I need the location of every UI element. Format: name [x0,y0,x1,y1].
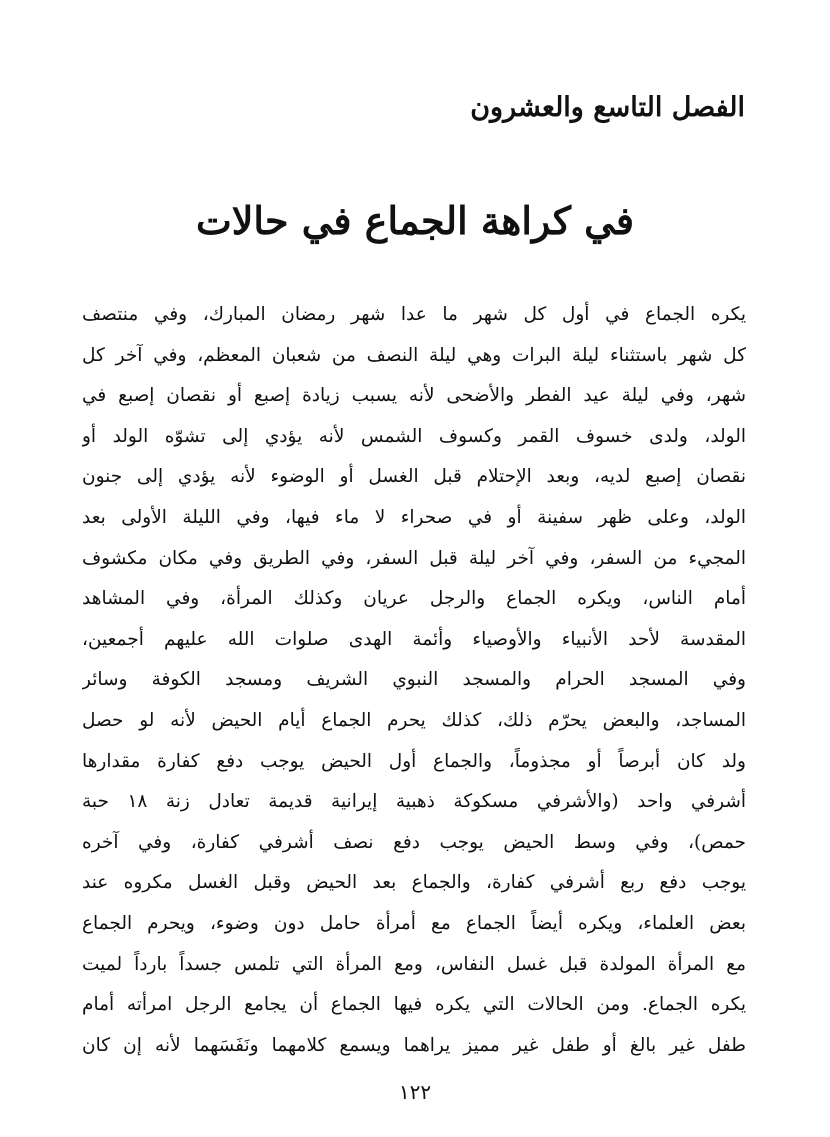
text-line: الولد، ولدى خسوف القمر وكسوف الشمس لأنه يؤدي إلى تشوّه الولد أو [82,425,746,447]
text-line: المقدسة لأحد الأنبياء والأوصياء وأئمة الهدى صلوات الله عليهم أجمعين، [82,628,746,650]
chapter-label: الفصل التاسع والعشرون [470,92,745,123]
text-line: نقصان إصبع لديه، وبعد الإحتلام قبل الغسل أو الوضوء لأنه يؤدي إلى جنون [82,466,746,488]
text-line: أمام الناس، ويكره الجماع والرجل عريان وكذلك المرأة، وفي المشاهد [82,588,746,610]
text-line: يكره الجماع في أول كل شهر ما عدا شهر رمضان المبارك، وفي منتصف [82,304,746,325]
text-line: يكره الجماع. ومن الحالات التي يكره فيها الجماع أن يجامع الرجل امرأته أمام [82,994,746,1016]
text-line: ولد كان أبرصاً أو مجذوماً، والجماع أول الحيض يوجب دفع كفارة مقدارها [82,750,746,772]
text-line: طفل غير بالغ أو طفل غير مميز يراهما ويسمع كلامهما ونَفَسَهما لأنه إن كان [82,1034,746,1056]
text-line: أشرفي واحد (والأشرفي مسكوكة ذهبية إيرانية قديمة تعادل زنة ١٨ حبة [82,791,746,813]
body-text [82,295,746,1066]
text-line: بعض العلماء، ويكره أيضاً الجماع مع أمرأة حامل دون وضوء، ويحرم الجماع [82,912,746,934]
text-line: يوجب دفع ربع أشرفي كفارة، والجماع بعد الحيض وقبل الغسل مكروه عند [82,872,746,894]
text-line: المجيء من السفر، وفي آخر ليلة قبل السفر، وفي الطريق وفي مكان مكشوف [82,547,746,569]
text-line: الولد، وعلى ظهر سفينة أو في صحراء لا ماء فيها، وفي الليلة الأولى بعد [82,506,746,528]
page-number: ١٢٢ [398,1080,432,1104]
text-line: مع المرأة المولدة قبل غسل النفاس، ومع المرأة التي تلمس جسداً بارداً لميت [82,953,746,975]
text-line: المساجد، والبعض يحرّم ذلك، كذلك يحرم الجماع أيام الحيض لأنه لو حصل [82,709,746,731]
chapter-title: في كراهة الجماع في حالات [195,198,635,243]
text-line: شهر، وفي ليلة عيد الفطر والأضحى لأنه يسبب زيادة إصبع أو نقصان إصبع في [82,385,746,407]
text-line: كل شهر باستثناء ليلة البرات وهي ليلة النصف من شعبان المعظم، وفي آخر كل [82,344,746,366]
text-line: وفي المسجد الحرام والمسجد النبوي الشريف ومسجد الكوفة وسائر [82,669,746,691]
text-line: حمص)، وفي وسط الحيض يوجب دفع نصف أشرفي كفارة، وفي آخره [82,831,746,853]
